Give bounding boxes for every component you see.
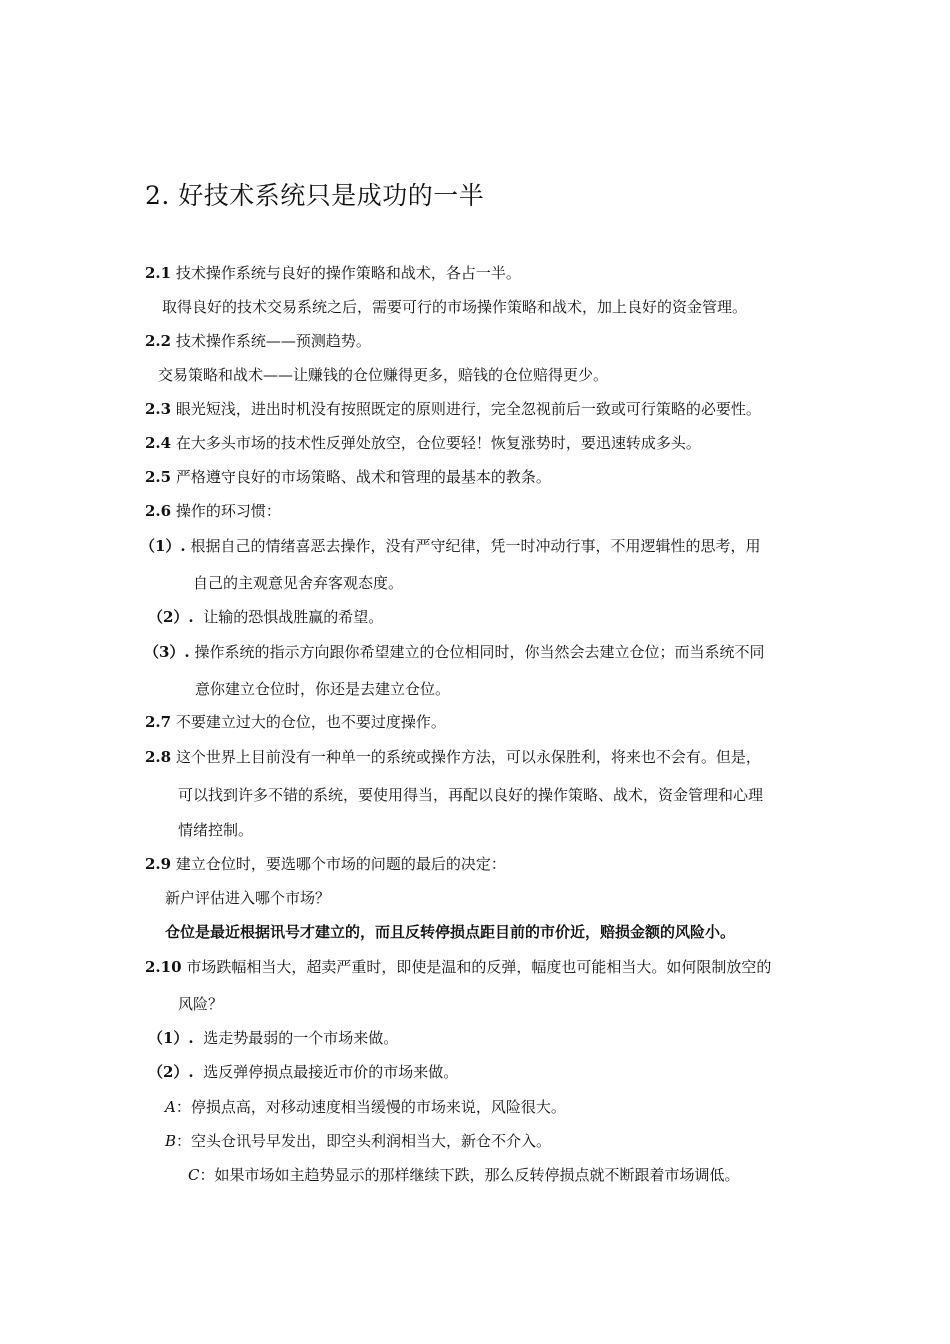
section-number: 2.8 (145, 748, 172, 766)
item-text: ：空头仓讯号早发出，即空头利润相当大，新仓不介入。 (176, 1132, 552, 1150)
list-item-continuation: 自己的主观意见舍弃客观态度。 (193, 574, 404, 592)
item-label: （1）. (140, 537, 186, 555)
section-text: 操作的环习惯： (175, 502, 281, 520)
section-text: 技术操作系统——预测趋势。 (175, 332, 371, 350)
section-2-5 (145, 467, 551, 487)
section-number: 2.6 (145, 502, 172, 520)
section-text: 这个世界上目前没有一种单一的系统或操作方法，可以永保胜利，将来也不会有。但是， (175, 748, 761, 766)
section-number: 2.2 (145, 332, 172, 350)
page-title: 2. 好技术系统只是成功的一半 (145, 181, 485, 210)
item-text: 操作系统的指示方向跟你希望建立的仓位相同时，你当然会去建立仓位；而当系统不同 (194, 643, 765, 661)
section-2-3 (145, 399, 761, 419)
list-item-continuation: 意你建立仓位时，你还是去建立仓位。 (195, 680, 451, 698)
section-2-7 (145, 712, 446, 732)
section-2-6 (145, 501, 281, 521)
section-text: 市场跌幅相当大，超卖严重时，即使是温和的反弹，幅度也可能相当大。如何限制放空的 (186, 958, 772, 976)
paragraph: 取得良好的技术交易系统之后，需要可行的市场操作策略和战术，加上良好的资金管理。 (162, 298, 748, 316)
section-text: 在大多头市场的技术性反弹处放空，仓位要轻！恢复涨势时，要迅速转成多头。 (175, 434, 701, 452)
paragraph: 新户评估进入哪个市场？ (165, 889, 331, 907)
section-number: 2.1 (145, 264, 172, 282)
item-text: 选走势最弱的一个市场来做。 (203, 1029, 399, 1047)
item-text: 选反弹停损点最接近市价的市场来做。 (203, 1063, 459, 1081)
item-label: C (188, 1166, 200, 1184)
item-text: 让输的恐惧战胜赢的希望。 (203, 608, 384, 626)
section-number: 2.3 (145, 400, 172, 418)
section-number: 2.4 (145, 434, 172, 452)
paragraph-continuation: 风险？ (178, 995, 224, 1013)
item-label: （1）. (148, 1029, 194, 1047)
paragraph: 交易策略和战术——让赚钱的仓位赚得更多，赔钱的仓位赔得更少。 (158, 366, 609, 384)
list-item (148, 1062, 458, 1082)
section-text: 严格遵守良好的市场策略、战术和管理的最基本的教条。 (175, 468, 551, 486)
list-item (140, 536, 760, 556)
section-text: 不要建立过大的仓位，也不要过度操作。 (175, 713, 446, 731)
item-text: ：停损点高，对移动速度相当缓慢的市场来说，风险很大。 (175, 1098, 566, 1116)
section-2-1 (145, 263, 521, 283)
section-number: 2.7 (145, 713, 172, 731)
item-label: B (165, 1132, 177, 1150)
section-2-10 (145, 957, 771, 977)
section-number: 2.10 (145, 958, 182, 976)
paragraph-continuation: 可以找到许多不错的系统，要使用得当，再配以良好的操作策略、战术，资金管理和心理 (178, 786, 764, 804)
section-text: 技术操作系统与良好的操作策略和战术，各占一半。 (175, 264, 521, 282)
item-label: （3）. (144, 643, 190, 661)
section-text: 建立仓位时，要选哪个市场的问题的最后的决定： (175, 855, 506, 873)
item-text: ：如果市场如主趋势显示的那样继续下跌，那么反转停损点就不断跟着市场调低。 (199, 1166, 740, 1184)
list-item (148, 1028, 398, 1048)
paragraph-continuation: 情绪控制。 (178, 821, 254, 839)
section-2-9 (145, 854, 506, 874)
emphasis-paragraph: 仓位是最近根据讯号才建立的，而且反转停损点距目前的市价近，赔损金额的风险小。 (165, 923, 736, 941)
section-2-2 (145, 331, 371, 351)
list-item (144, 642, 764, 662)
item-text: 根据自己的情绪喜恶去操作，没有严守纪律，凭一时冲动行事，不用逻辑性的思考，用 (190, 537, 761, 555)
item-label: （2）. (148, 1063, 194, 1081)
sub-item-b (165, 1131, 551, 1151)
section-2-8 (145, 747, 761, 767)
section-text: 眼光短浅，进出时机没有按照既定的原则进行，完全忽视前后一致或可行策略的必要性。 (175, 400, 761, 418)
sub-item-a (165, 1097, 566, 1117)
section-number: 2.5 (145, 468, 172, 486)
list-item (148, 607, 383, 627)
item-label: （2）. (148, 608, 194, 626)
section-number: 2.9 (145, 855, 172, 873)
sub-item-c (188, 1165, 740, 1185)
item-label: A (165, 1098, 176, 1116)
section-2-4 (145, 433, 701, 453)
